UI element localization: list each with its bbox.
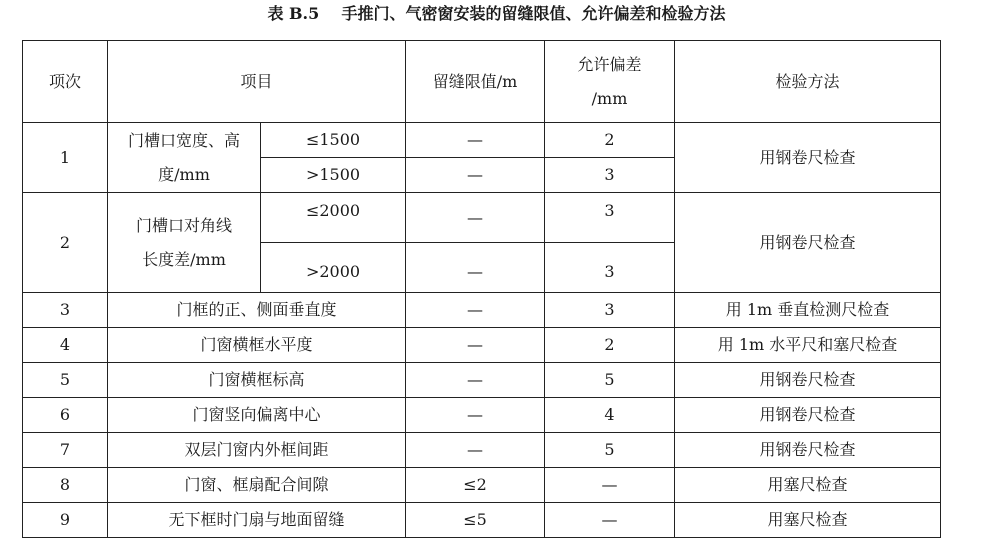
- row-tolerance: 4: [545, 398, 675, 433]
- table-row: [23, 503, 941, 538]
- table-row: [23, 193, 941, 243]
- header-gap: 留缝限值/m: [406, 41, 545, 123]
- row-gap: —: [406, 398, 545, 433]
- row-gap: ≤5: [406, 503, 545, 538]
- table-row: [23, 363, 941, 398]
- row-method: 用钢卷尺检查: [675, 433, 941, 468]
- row-item: 无下框时门扇与地面留缝: [108, 503, 406, 538]
- row-tolerance: 3: [545, 193, 675, 243]
- row-gap: —: [406, 433, 545, 468]
- row-seq: 4: [23, 328, 108, 363]
- row-method: 用钢卷尺检查: [675, 193, 941, 293]
- row-seq: 7: [23, 433, 108, 468]
- row-tolerance: 3: [545, 243, 675, 293]
- row-method: 用 1m 垂直检测尺检查: [675, 293, 941, 328]
- row-seq: 5: [23, 363, 108, 398]
- row-tolerance: 5: [545, 433, 675, 468]
- row-item-line2: 度/mm: [158, 164, 210, 184]
- row-tolerance: 2: [545, 328, 675, 363]
- row-method: 用 1m 水平尺和塞尺检查: [675, 328, 941, 363]
- table-row: [23, 433, 941, 468]
- row-condition: ≤2000: [261, 193, 406, 243]
- row-item: [108, 123, 261, 193]
- header-tolerance-line1: 允许偏差: [577, 54, 642, 74]
- row-item: 门窗横框标高: [108, 363, 406, 398]
- row-gap: ≤2: [406, 468, 545, 503]
- row-tolerance: —: [545, 503, 675, 538]
- header-seq: 项次: [23, 41, 108, 123]
- header-tolerance-line2: /mm: [591, 88, 628, 108]
- row-method: 用塞尺检查: [675, 503, 941, 538]
- header-tolerance: [545, 41, 675, 123]
- row-condition: >2000: [261, 243, 406, 293]
- row-item: 门窗、框扇配合间隙: [108, 468, 406, 503]
- row-item: 双层门窗内外框间距: [108, 433, 406, 468]
- row-seq: 9: [23, 503, 108, 538]
- row-method: 用塞尺检查: [675, 468, 941, 503]
- row-tolerance: —: [545, 468, 675, 503]
- row-gap: —: [406, 363, 545, 398]
- table-row: [23, 328, 941, 363]
- header-row: [23, 41, 941, 123]
- row-seq: 3: [23, 293, 108, 328]
- row-gap: —: [406, 328, 545, 363]
- row-tolerance: 3: [545, 158, 675, 193]
- row-item-line1: 门槽口宽度、高: [127, 130, 240, 150]
- row-seq: 1: [23, 123, 108, 193]
- table-row: [23, 123, 941, 158]
- row-gap: —: [406, 158, 545, 193]
- row-gap: —: [406, 293, 545, 328]
- row-method: 用钢卷尺检查: [675, 123, 941, 193]
- table-row: [23, 398, 941, 433]
- row-condition: >1500: [261, 158, 406, 193]
- tolerance-table: [22, 40, 941, 538]
- table-caption: 表 B.5 手推门、气密窗安装的留缝限值、允许偏差和检验方法: [267, 4, 726, 23]
- row-method: 用钢卷尺检查: [675, 363, 941, 398]
- row-item-line1: 门槽口对角线: [135, 215, 232, 235]
- row-seq: 6: [23, 398, 108, 433]
- row-item: 门窗横框水平度: [108, 328, 406, 363]
- row-item: 门框的正、侧面垂直度: [108, 293, 406, 328]
- row-tolerance: 3: [545, 293, 675, 328]
- row-tolerance: 5: [545, 363, 675, 398]
- row-gap: —: [406, 243, 545, 293]
- row-gap: —: [406, 123, 545, 158]
- header-method: 检验方法: [675, 41, 941, 123]
- row-condition: ≤1500: [261, 123, 406, 158]
- row-tolerance: 2: [545, 123, 675, 158]
- row-item: [108, 193, 261, 293]
- header-item: 项目: [108, 41, 406, 123]
- row-item: 门窗竖向偏离中心: [108, 398, 406, 433]
- table-row: [23, 293, 941, 328]
- row-seq: 2: [23, 193, 108, 293]
- row-method: 用钢卷尺检查: [675, 398, 941, 433]
- row-seq: 8: [23, 468, 108, 503]
- row-gap: —: [406, 193, 545, 243]
- table-row: [23, 468, 941, 503]
- row-item-line2: 长度差/mm: [142, 249, 226, 269]
